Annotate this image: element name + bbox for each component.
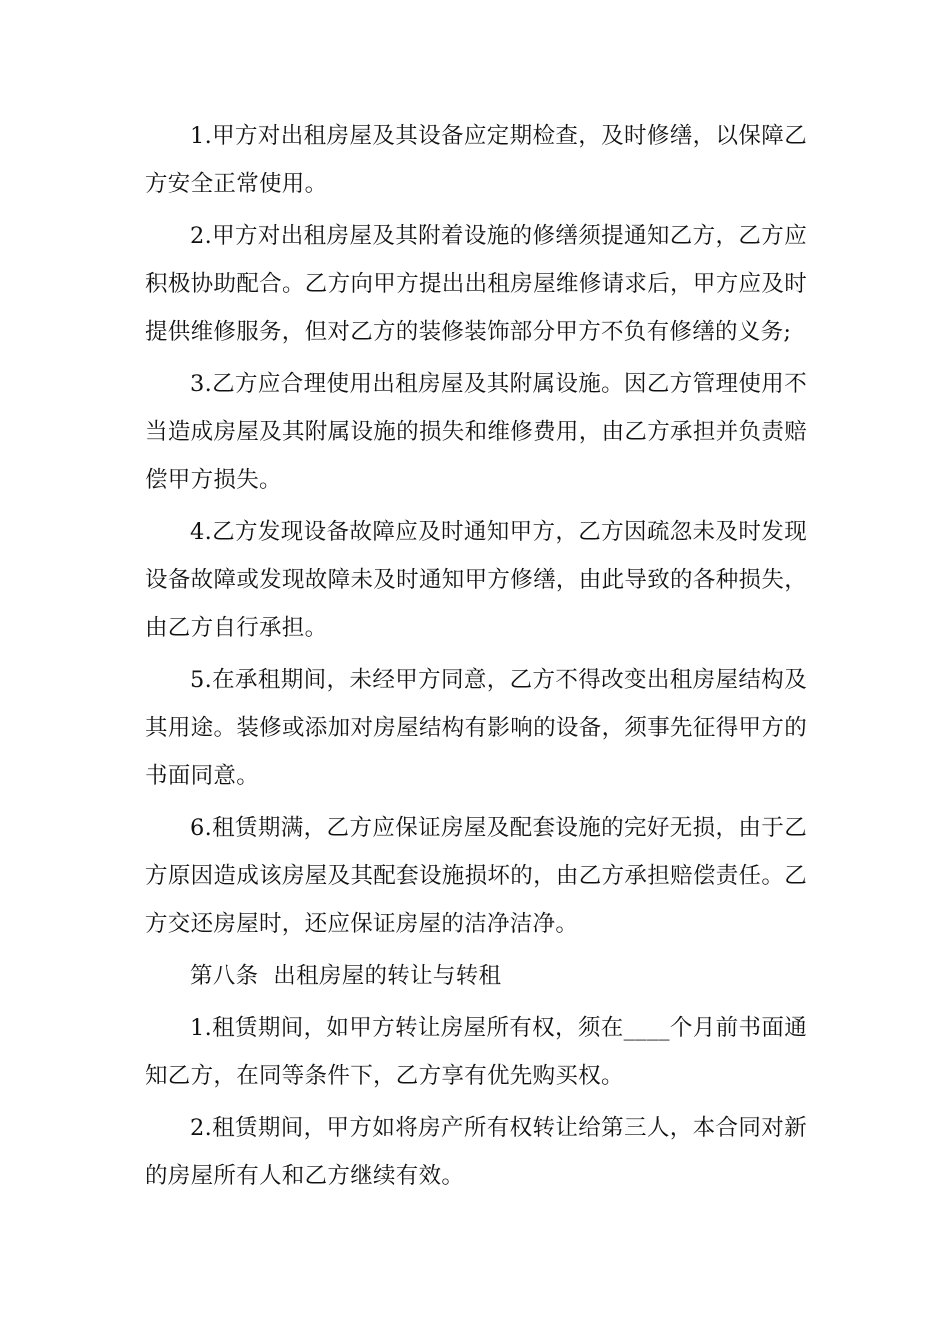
paragraph-5: 5.在承租期间，未经甲方同意，乙方不得改变出租房屋结构及其用途。装修或添加对房屋结构有影响的设备，须事先征得甲方的书面同意。 (145, 667, 807, 789)
section-paragraph-2: 2.租赁期间，甲方如将房产所有权转让给第三人，本合同对新的房屋所有人和乙方继续有效。 (145, 1115, 807, 1189)
document-body (145, 112, 807, 1204)
paragraph-4: 4.乙方发现设备故障应及时通知甲方，乙方因疏忽未及时发现设备故障或发现故障未及时通知甲方修缮，由此导致的各种损失，由乙方自行承担。 (145, 519, 807, 641)
paragraph-6: 6.租赁期满，乙方应保证房屋及配套设施的完好无损，由于乙方原因造成该房屋及其配套设施损坏的，由乙方承担赔偿责任。乙方交还房屋时，还应保证房屋的洁净洁净。 (145, 815, 807, 937)
paragraph-2: 2.甲方对出租房屋及其附着设施的修缮须提通知乙方，乙方应积极协助配合。乙方向甲方提出出租房屋维修请求后，甲方应及时提供维修服务，但对乙方的装修装饰部分甲方不负有修缮的义务; (145, 223, 807, 345)
section-paragraph-1: 1.租赁期间，如甲方转让房屋所有权，须在____个月前书面通知乙方，在同等条件下，乙方享有优先购买权。 (145, 1015, 807, 1089)
paragraph-3: 3.乙方应合理使用出租房屋及其附属设施。因乙方管理使用不当造成房屋及其附属设施的损失和维修费用，由乙方承担并负责赔偿甲方损失。 (145, 371, 807, 493)
paragraph-1: 1.甲方对出租房屋及其设备应定期检查，及时修缮，以保障乙方安全正常使用。 (145, 123, 807, 197)
section-heading: 第八条 出租房屋的转让与转租 (190, 963, 502, 989)
